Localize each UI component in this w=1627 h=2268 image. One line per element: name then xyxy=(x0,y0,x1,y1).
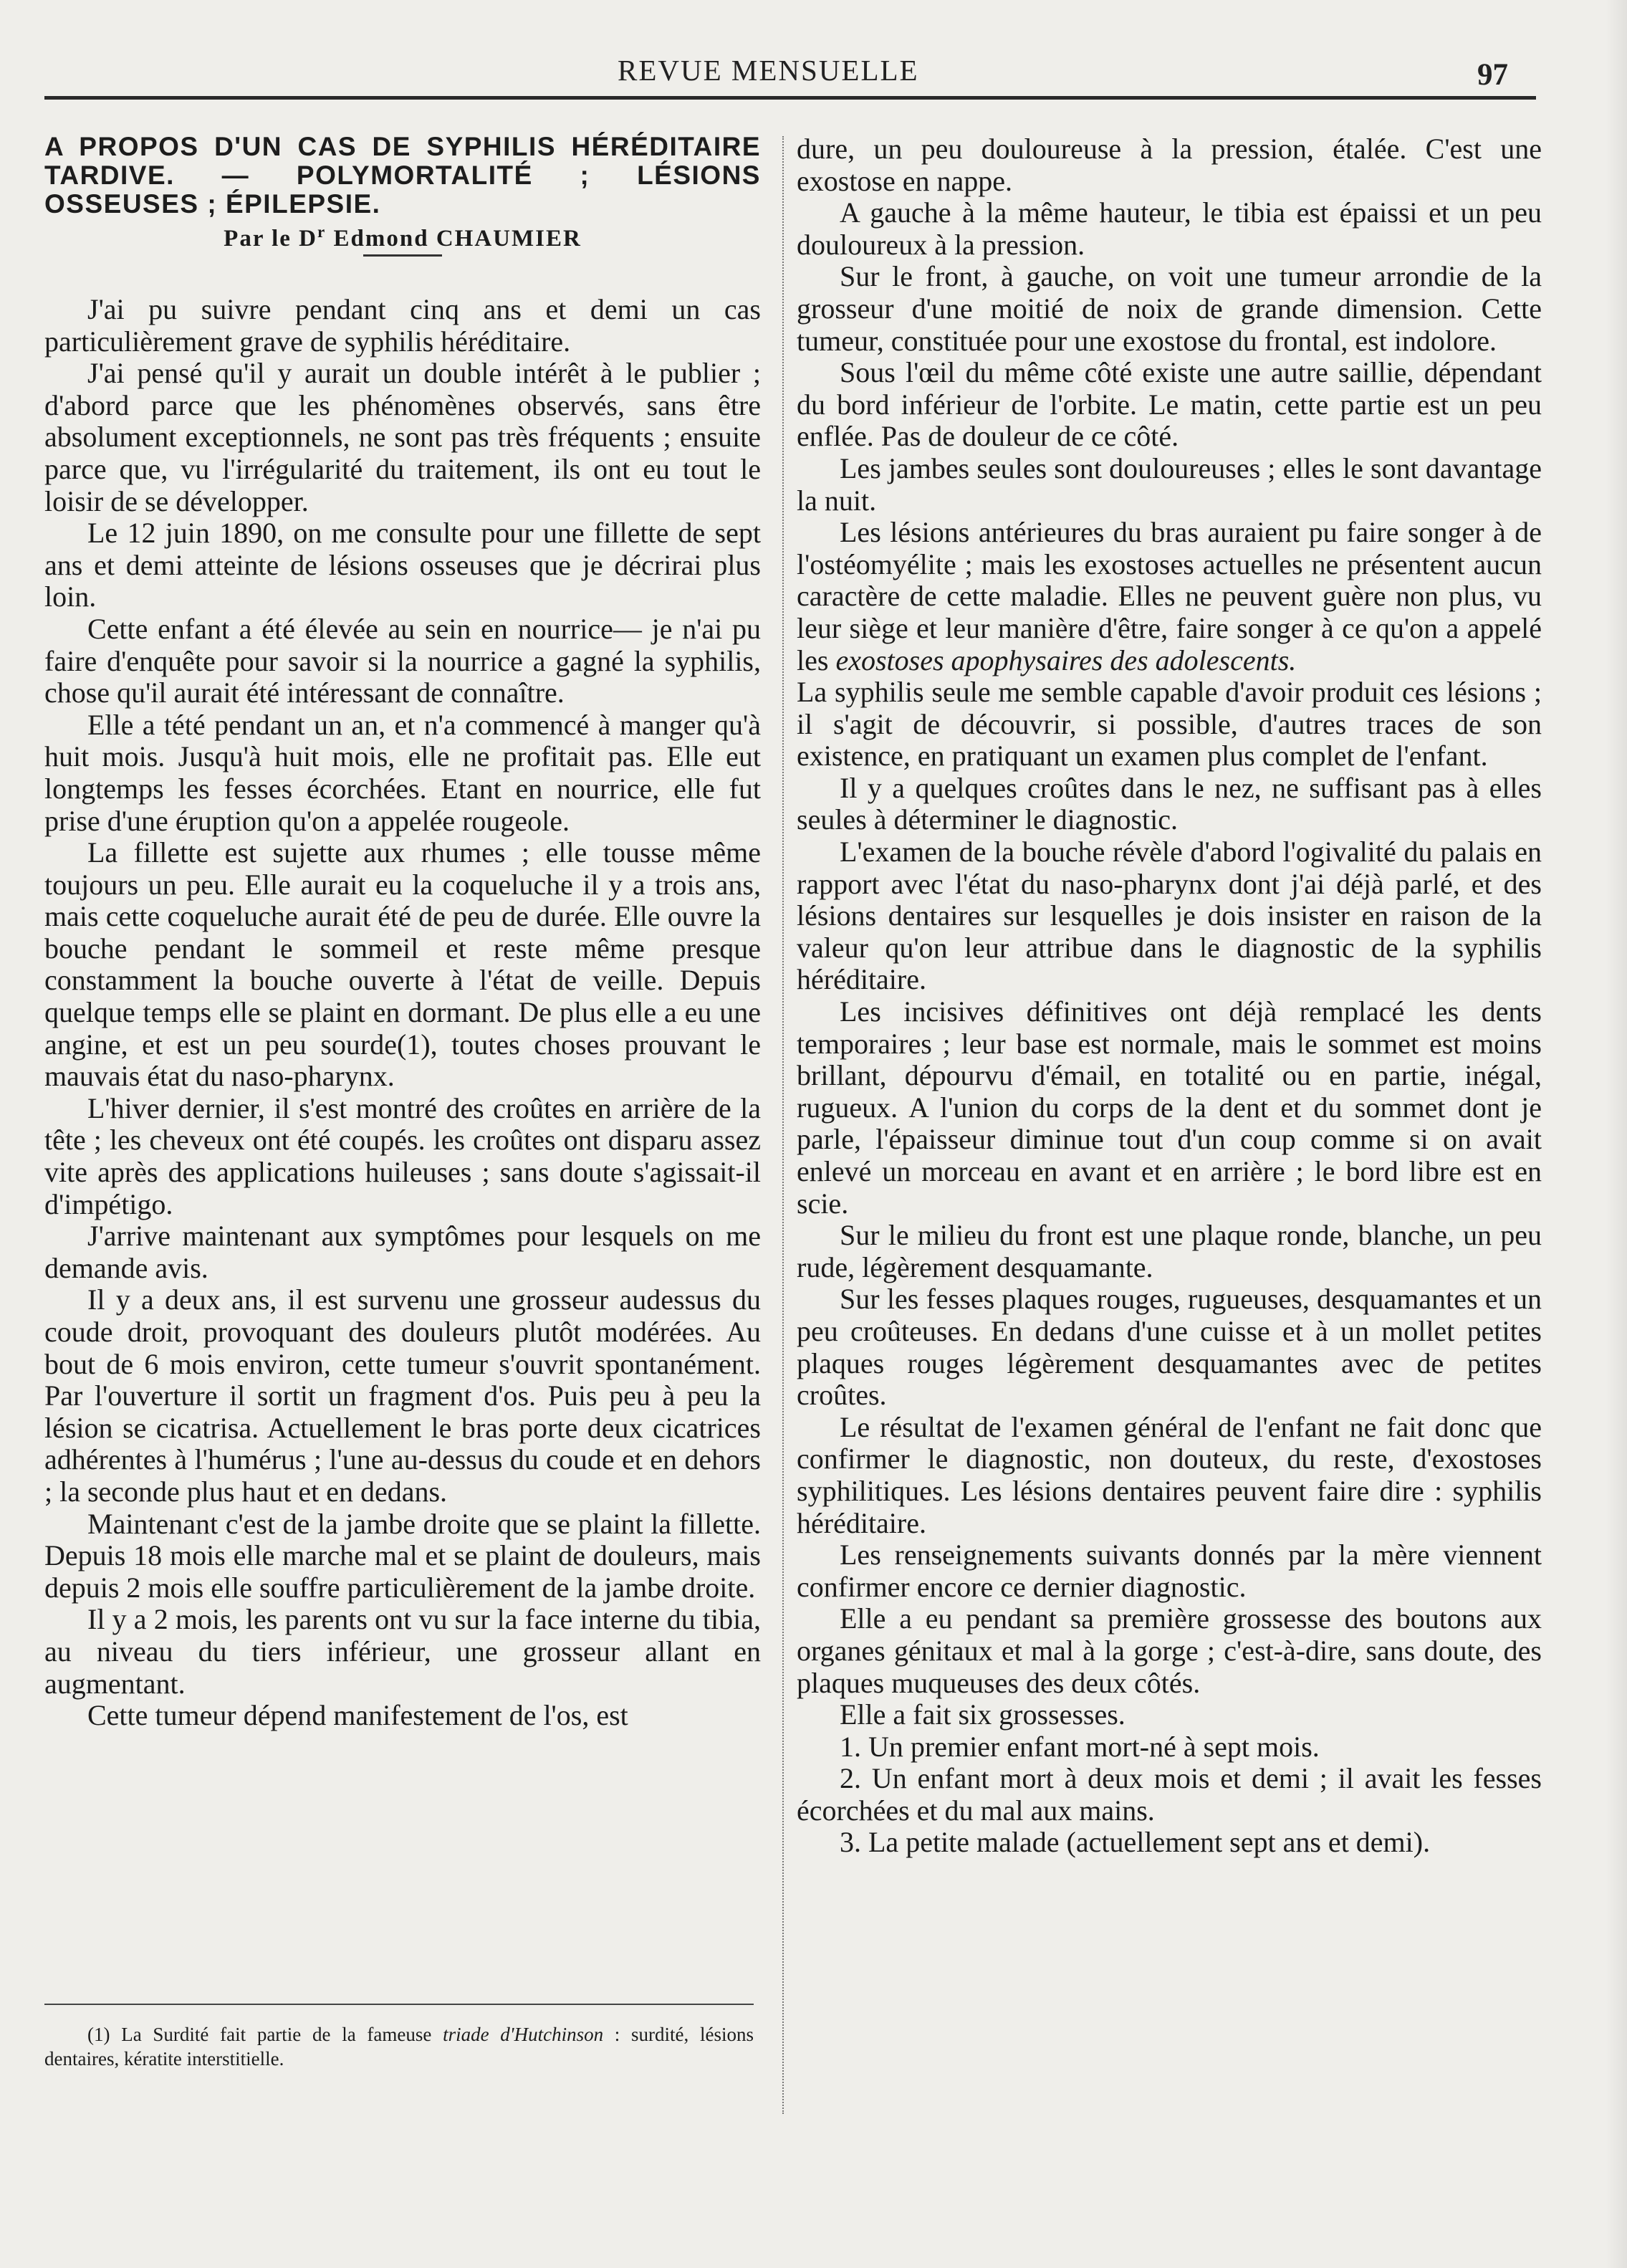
paragraph: Les incisives définitives ont déjà remplacé les dents temporaires ; leur base est normale, mais le sommet est moins brillant, dépourvu d'émail, en totalité ou en partie, inégal, rugueux. A l'union du corps de la dent et du sommet dont je parle, l'épaisseur diminue tout d'un coup comme si on avait enlevé un morceau en avant et en arrière ; le bord libre est en scie. xyxy=(797,995,1542,1220)
author-prefix: Par le D xyxy=(224,226,318,252)
list-item: 3. La petite malade (actuellement sept ans et demi). xyxy=(840,1826,1431,1859)
paragraph: Les jambes seules sont douloureuses ; elles le sont davantage la nuit. xyxy=(797,451,1542,517)
article-title: A PROPOS D'UN CAS DE SYPHILIS HÉRÉDITAIRE TARDIVE. — POLYMORTALITÉ ; LÉSIONS OSSEUSES ; ÉPILEPSIE. xyxy=(44,132,761,219)
paragraph-text: , toutes choses prouvant le mauvais état du naso-pharynx. xyxy=(44,1028,761,1093)
paragraph: Elle a eu pendant sa première grossesse des boutons aux organes génitaux et mal à la gorge ; c'est-à-dire, sans doute, des plaques muqueuses des deux côtés. xyxy=(797,1602,1542,1699)
footnote-text: La Surdité fait partie de la fameuse xyxy=(110,2024,443,2045)
paragraph: A gauche à la même hauteur, le tibia est épaissi et un peu douloureux à la pression. xyxy=(797,196,1542,261)
paragraph: Maintenant c'est de la jambe droite que se plaint la fillette. Depuis 18 mois elle marche mal et se plaint de douleurs, mais depuis 2 mois elle souffre particulièrement de la jambe droite. xyxy=(44,1507,761,1604)
paragraph-text: Les lésions antérieures du bras auraient pu faire songer à de l'ostéomyélite ; mais les exostoses actuelles ne présentent aucun caractère de cette maladie. Elles ne peuvent guère non plus, vu leur siège et leur manière d'être, faire songer à ce qu'on a appelé les xyxy=(797,516,1542,676)
list-item: 2. Un enfant mort à deux mois et demi ; il avait les fesses écorchées et du mal aux mains. xyxy=(797,1762,1542,1827)
paragraph xyxy=(44,837,761,1093)
footnote-text: : surdité, lésions dentaires, kératite interstitielle. xyxy=(44,2024,754,2070)
scan-edge-shadow xyxy=(1606,0,1627,2268)
paragraph: J'ai pensé qu'il y aurait un double intérêt à le publier ; d'abord parce que les phénomènes observés, sans être absolument exceptionnels, ne sont pas très fréquents ; ensuite parce que, vu l'irrégularité du traitement, ils ont eu tout le loisir de se développer. xyxy=(44,357,761,517)
paragraph xyxy=(797,517,1542,676)
paragraph: Sur le milieu du front est une plaque ronde, blanche, un peu rude, légèrement desquamante. xyxy=(797,1219,1542,1283)
article-author xyxy=(44,224,761,253)
paragraph: Il y a 2 mois, les parents ont vu sur la face interne du tibia, au niveau du tiers inférieur, une grosseur allant en augmentant. xyxy=(44,1603,761,1700)
paragraph: J'ai pu suivre pendant cinq ans et demi un cas particulièrement grave de syphilis héréditaire. xyxy=(44,293,761,358)
paragraph: L'examen de la bouche révèle d'abord l'ogivalité du palais en rapport avec l'état du naso-pharynx dont j'ai déjà parlé, et des lésions dentaires sur lesquelles je dois insister en raison de la valeur qu'on leur attribue dans le diagnostic de la syphilis héréditaire. xyxy=(797,836,1542,996)
paragraph: Il y a deux ans, il est survenu une grosseur audessus du coude droit, provoquant des douleurs plutôt modérées. Au bout de 6 mois environ, cette tumeur s'ouvrit spontanément. Par l'ouverture il sortit un fragment d'os. Puis peu à peu la lésion se cicatrisa. Actuellement le bras porte deux cicatrices adhérentes à l'humérus ; l'une au-dessus du coude et en dehors ; la seconde plus haut et en dedans. xyxy=(44,1283,761,1508)
paragraph: Le 12 juin 1890, on me consulte pour une fillette de sept ans et demi atteinte de lésions osseuses que je décrirai plus loin. xyxy=(44,517,761,613)
paragraph: Elle a tété pendant un an, et n'a commencé à manger qu'à huit mois. Jusqu'à huit mois, elle ne profitait pas. Elle eut longtemps les fesses écorchées. Etant en nourrice, elle fut prise d'une éruption qu'on a appelée rougeole. xyxy=(44,708,761,837)
footnote xyxy=(44,2022,754,2071)
paragraph-italic: exostoses apophysaires des adolescents. xyxy=(835,643,1297,676)
column-divider xyxy=(782,136,784,2114)
paragraph: Le résultat de l'examen général de l'enfant ne fait donc que confirmer le diagnostic, non douteux, du reste, d'exostoses syphilitiques. Les lésions dentaires peuvent faire dire : syphilis héréditaire. xyxy=(797,1410,1542,1539)
author-name: Edmond CHAUMIER xyxy=(333,226,582,252)
paragraph: Cette enfant a été élevée au sein en nourrice— je n'ai pu faire d'enquête pour savoir si la nourrice a gagné la syphilis, chose qu'il aurait été intéressant de connaître. xyxy=(44,612,761,709)
paragraph: Sur le front, à gauche, on voit une tumeur arrondie de la grosseur d'une moitié de noix de grande dimension. Cette tumeur, constituée pour une exostose du frontal, est indolore. xyxy=(797,260,1542,357)
paragraph: dure, un peu douloureuse à la pression, étalée. C'est une exostose en nappe. xyxy=(797,133,1542,197)
list-item: 1. Un premier enfant mort-né à sept mois. xyxy=(840,1730,1320,1763)
paragraph: Sous l'œil du même côté existe une autre saillie, dépendant du bord inférieur de l'orbite. Le matin, cette partie est un peu enflée. Pas de douleur de ce côté. xyxy=(797,356,1542,453)
paragraph: La syphilis seule me semble capable d'avoir produit ces lésions ; il s'agit de découvrir, si possible, d'autres traces de son existence, en pratiquant un examen plus complet de l'enfant. xyxy=(797,676,1542,772)
paragraph: Sur les fesses plaques rouges, rugueuses, desquamantes et un peu croûteuses. En dedans d'une cuisse et à un mollet petites plaques rouges légèrement desquamantes avec de petites croûtes. xyxy=(797,1283,1542,1412)
paragraph: Il y a quelques croûtes dans le nez, ne suffisant pas à elles seules à déterminer le diagnostic. xyxy=(797,771,1542,836)
page-number: 97 xyxy=(1477,58,1508,92)
paragraph: Elle a fait six grossesses. xyxy=(840,1698,1126,1731)
paragraph: L'hiver dernier, il s'est montré des croûtes en arrière de la tête ; les cheveux ont été coupés. les croûtes ont disparu assez vite après des applications huileuses ; sans doute s'agissait-il d'impétigo. xyxy=(44,1091,761,1220)
author-prefix-sup: r xyxy=(317,222,327,241)
running-title: REVUE MENSUELLE xyxy=(618,54,919,87)
paragraph: Cette tumeur dépend manifestement de l'os, est xyxy=(87,1699,628,1732)
running-head xyxy=(0,50,1627,100)
header-rule xyxy=(44,96,1536,100)
left-column xyxy=(44,133,761,1732)
footnote-marker: (1) xyxy=(87,2024,110,2045)
footnote-italic: triade d'Hutchinson xyxy=(443,2024,604,2045)
footnote-rule xyxy=(44,2004,754,2005)
footnote-ref: (1) xyxy=(396,1028,431,1061)
paragraph: Les renseignements suivants donnés par la mère viennent confirmer encore ce dernier diagnostic. xyxy=(797,1539,1542,1603)
right-column xyxy=(797,133,1542,1859)
author-rule xyxy=(363,254,442,257)
paragraph-text: La fillette est sujette aux rhumes ; elle tousse même toujours un peu. Elle aurait eu la coqueluche il y a trois ans, mais cette coqueluche aurait été de peu de durée. Elle ouvre la bouche pendant le sommeil et reste même presque constamment la bouche ouverte à l'état de veille. Depuis quelque temps elle se plaint en dormant. De plus elle a eu une angine, et est un peu sourde xyxy=(44,836,761,1061)
paragraph: J'arrive maintenant aux symptômes pour lesquels on me demande avis. xyxy=(44,1220,761,1284)
